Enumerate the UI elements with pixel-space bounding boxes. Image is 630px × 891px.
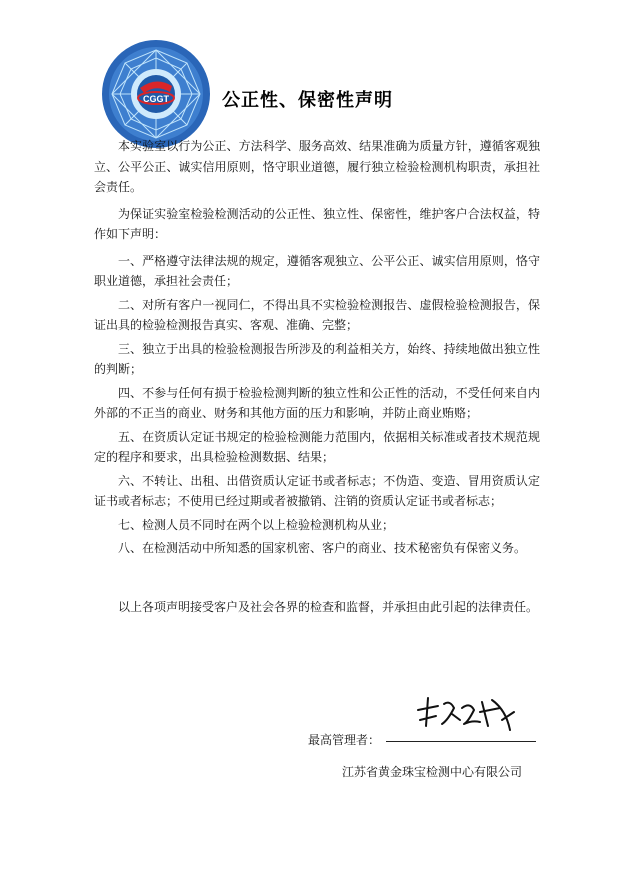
handwritten-signature-icon	[410, 690, 520, 736]
page-title: 公正性、保密性声明	[222, 90, 393, 111]
intro-paragraph: 本实验室以行为公正、方法科学、服务高效、结果准确为质量方针，遵循客观独立、公平公正、诚实信用原则，恪守职业道德，履行独立检验检测机构职责，承担社会责任。	[94, 139, 540, 194]
company-logo-icon	[100, 38, 212, 150]
statement-item-1: 一、严格遵守法律法规的规定，遵循客观独立、公平公正、诚实信用原则，恪守职业道德，承担社会责任；	[94, 253, 540, 288]
document-body	[94, 136, 540, 617]
logo-text: CGGT	[143, 94, 169, 104]
statement-item-2: 二、对所有客户一视同仁，不得出具不实检验检测报告、虚假检验检测报告，保证出具的检验检测报告真实、客观、准确、完整；	[94, 297, 540, 332]
signature-label: 最高管理者：	[308, 733, 381, 747]
statement-item-7: 七、检测人员不同时在两个以上检验检测机构从业；	[118, 517, 395, 532]
company-name: 江苏省黄金珠宝检测中心有限公司	[342, 765, 523, 779]
statement-item-3: 三、独立于出具的检验检测报告所涉及的利益相关方，始终、持续地做出独立性的判断；	[94, 341, 540, 376]
statement-item-5: 五、在资质认定证书规定的检验检测能力范围内，依据相关标准或者技术规范规定的程序和要求，出具检验检测数据、结果；	[94, 429, 540, 464]
statement-item-6: 六、不转让、出租、出借资质认定证书或者标志；不伪造、变造、冒用资质认定证书或者标志；不使用已经过期或者被撤销、注销的资质认定证书或者标志；	[94, 473, 540, 508]
lead-paragraph: 为保证实验室检验检测活动的公正性、独立性、保密性，维护客户合法权益，特作如下声明：	[94, 206, 540, 241]
closing-paragraph: 以上各项声明接受客户及社会各界的检查和监督，并承担由此引起的法律责任。	[118, 599, 539, 614]
statement-item-8: 八、在检测活动中所知悉的国家机密、客户的商业、技术秘密负有保密义务。	[118, 541, 527, 555]
statement-item-4: 四、不参与任何有损于检验检测判断的独立性和公正性的活动，不受任何来自内外部的不正当的商业、财务和其他方面的压力和影响，并防止商业贿赂；	[94, 385, 540, 420]
signature-line	[386, 741, 536, 742]
